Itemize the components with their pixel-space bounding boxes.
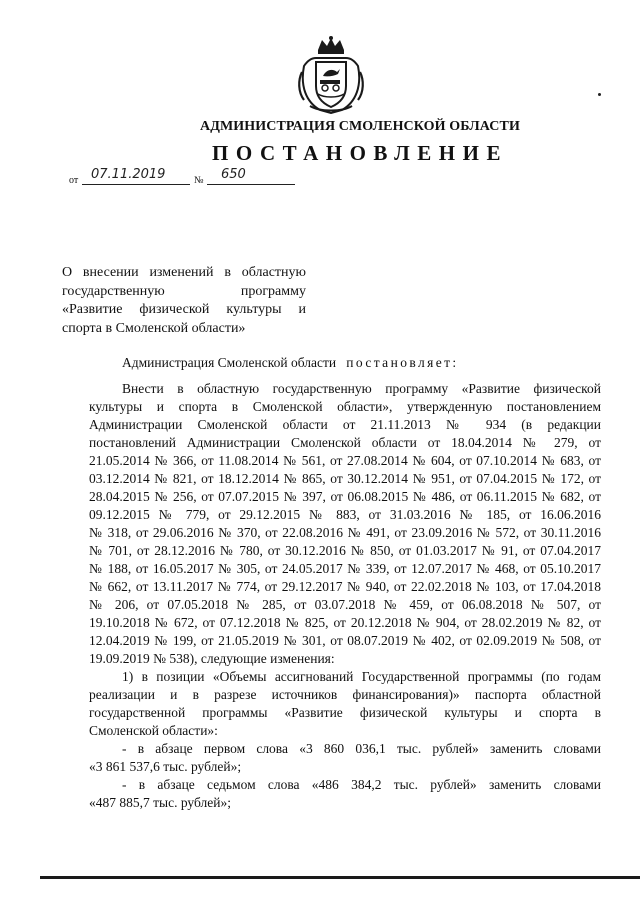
scan-mark bbox=[598, 93, 601, 96]
body-line: 09.12.2015 № 779, от 29.12.2015 № 883, от 31.03.2016 № 185, от 16.06.2016 bbox=[89, 507, 601, 522]
coat-of-arms-icon bbox=[296, 36, 366, 114]
number-underline bbox=[207, 184, 295, 185]
body-line: № 206, от 07.05.2018 № 285, от 03.07.2018 № 459, от 06.08.2018 № 507, от bbox=[89, 597, 601, 612]
body-line: - в абзаце седьмом слова «486 384,2 тыс. рублей» заменить словами bbox=[122, 777, 601, 792]
subject-line: О внесении изменений в областную bbox=[62, 265, 306, 280]
body-line: 19.10.2018 № 672, от 07.12.2018 № 825, от 20.12.2018 № 904, от 28.02.2019 № 82, от bbox=[89, 615, 601, 630]
date-underline bbox=[82, 184, 190, 185]
document-type-title: ПОСТАНОВЛЕНИЕ bbox=[212, 141, 508, 165]
body-line: «3 861 537,6 тыс. рублей»; bbox=[89, 759, 242, 774]
handwritten-number: 650 bbox=[221, 167, 246, 182]
subject-line: спорта в Смоленской области» bbox=[62, 320, 246, 336]
body-line: - в абзаце первом слова «3 860 036,1 тыс. рублей» заменить словами bbox=[122, 741, 601, 756]
body-line: 19.09.2019 № 538), следующие изменения: bbox=[89, 651, 335, 666]
body-line: 28.04.2015 № 256, от 07.07.2015 № 397, от 06.08.2015 № 486, от 06.11.2015 № 682, от bbox=[89, 489, 601, 504]
scan-bottom-edge bbox=[40, 876, 640, 879]
body-line: 12.04.2019 № 199, от 21.05.2019 № 301, от 08.07.2019 № 402, от 02.09.2019 № 508, от bbox=[89, 633, 601, 648]
body-line: государственной программы «Развитие физической культуры и спорта в bbox=[89, 705, 601, 720]
handwritten-date: 07.11.2019 bbox=[91, 167, 166, 182]
body-line: «487 885,7 тыс. рублей»; bbox=[89, 795, 231, 810]
document-subject bbox=[62, 264, 306, 338]
body-line: 03.12.2014 № 821, от 18.12.2014 № 865, от 30.12.2014 № 951, от 07.04.2015 № 172, от bbox=[89, 471, 601, 486]
body-line: реализации и в разрезе источников финансирования)» паспорта областной bbox=[89, 687, 601, 702]
date-from-label: от bbox=[69, 175, 79, 186]
body-line: № 701, от 28.12.2016 № 780, от 30.12.2016 № 850, от 01.03.2017 № 91, от 07.04.2017 bbox=[89, 543, 601, 558]
body-line: 21.05.2014 № 366, от 11.08.2014 № 561, от 27.08.2014 № 604, от 07.10.2014 № 683, от bbox=[89, 453, 601, 468]
subject-line: государственную программу bbox=[62, 283, 306, 299]
body-line: Смоленской области»: bbox=[89, 723, 218, 738]
body-line: 1) в позиции «Объемы ассигнований Государственной программы (по годам bbox=[122, 669, 601, 684]
body-line: № 318, от 29.06.2016 № 370, от 22.08.2016 № 491, от 23.09.2016 № 572, от 30.11.2016 bbox=[89, 525, 601, 540]
body-line: Внести в областную государственную программу «Развитие физической bbox=[122, 381, 601, 396]
body-line: Администрации Смоленской области от 21.11.2013 № 934 (в редакции bbox=[89, 417, 601, 432]
resolution-phrase bbox=[122, 355, 459, 371]
subject-line: «Развитие физической культуры и bbox=[62, 302, 306, 317]
body-line: № 662, от 13.11.2017 № 774, от 29.12.2017 № 940, от 22.02.2018 № 103, от 17.04.2018 bbox=[89, 579, 601, 594]
organization-title: АДМИНИСТРАЦИЯ СМОЛЕНСКОЙ ОБЛАСТИ bbox=[200, 119, 520, 134]
number-label: № bbox=[194, 175, 204, 186]
body-line: постановлений Администрации Смоленской области от 18.04.2014 № 279, от bbox=[89, 435, 601, 450]
resolution-verb: постановляет: bbox=[346, 355, 459, 370]
body-line: культуры и спорта в Смоленской области», утвержденную постановлением bbox=[89, 399, 601, 414]
body-line: № 188, от 16.05.2017 № 305, от 24.05.2017 № 339, от 12.07.2017 № 468, от 05.10.2017 bbox=[89, 561, 601, 576]
resolution-lead: Администрация Смоленской области bbox=[122, 355, 337, 370]
document-body bbox=[89, 380, 601, 812]
